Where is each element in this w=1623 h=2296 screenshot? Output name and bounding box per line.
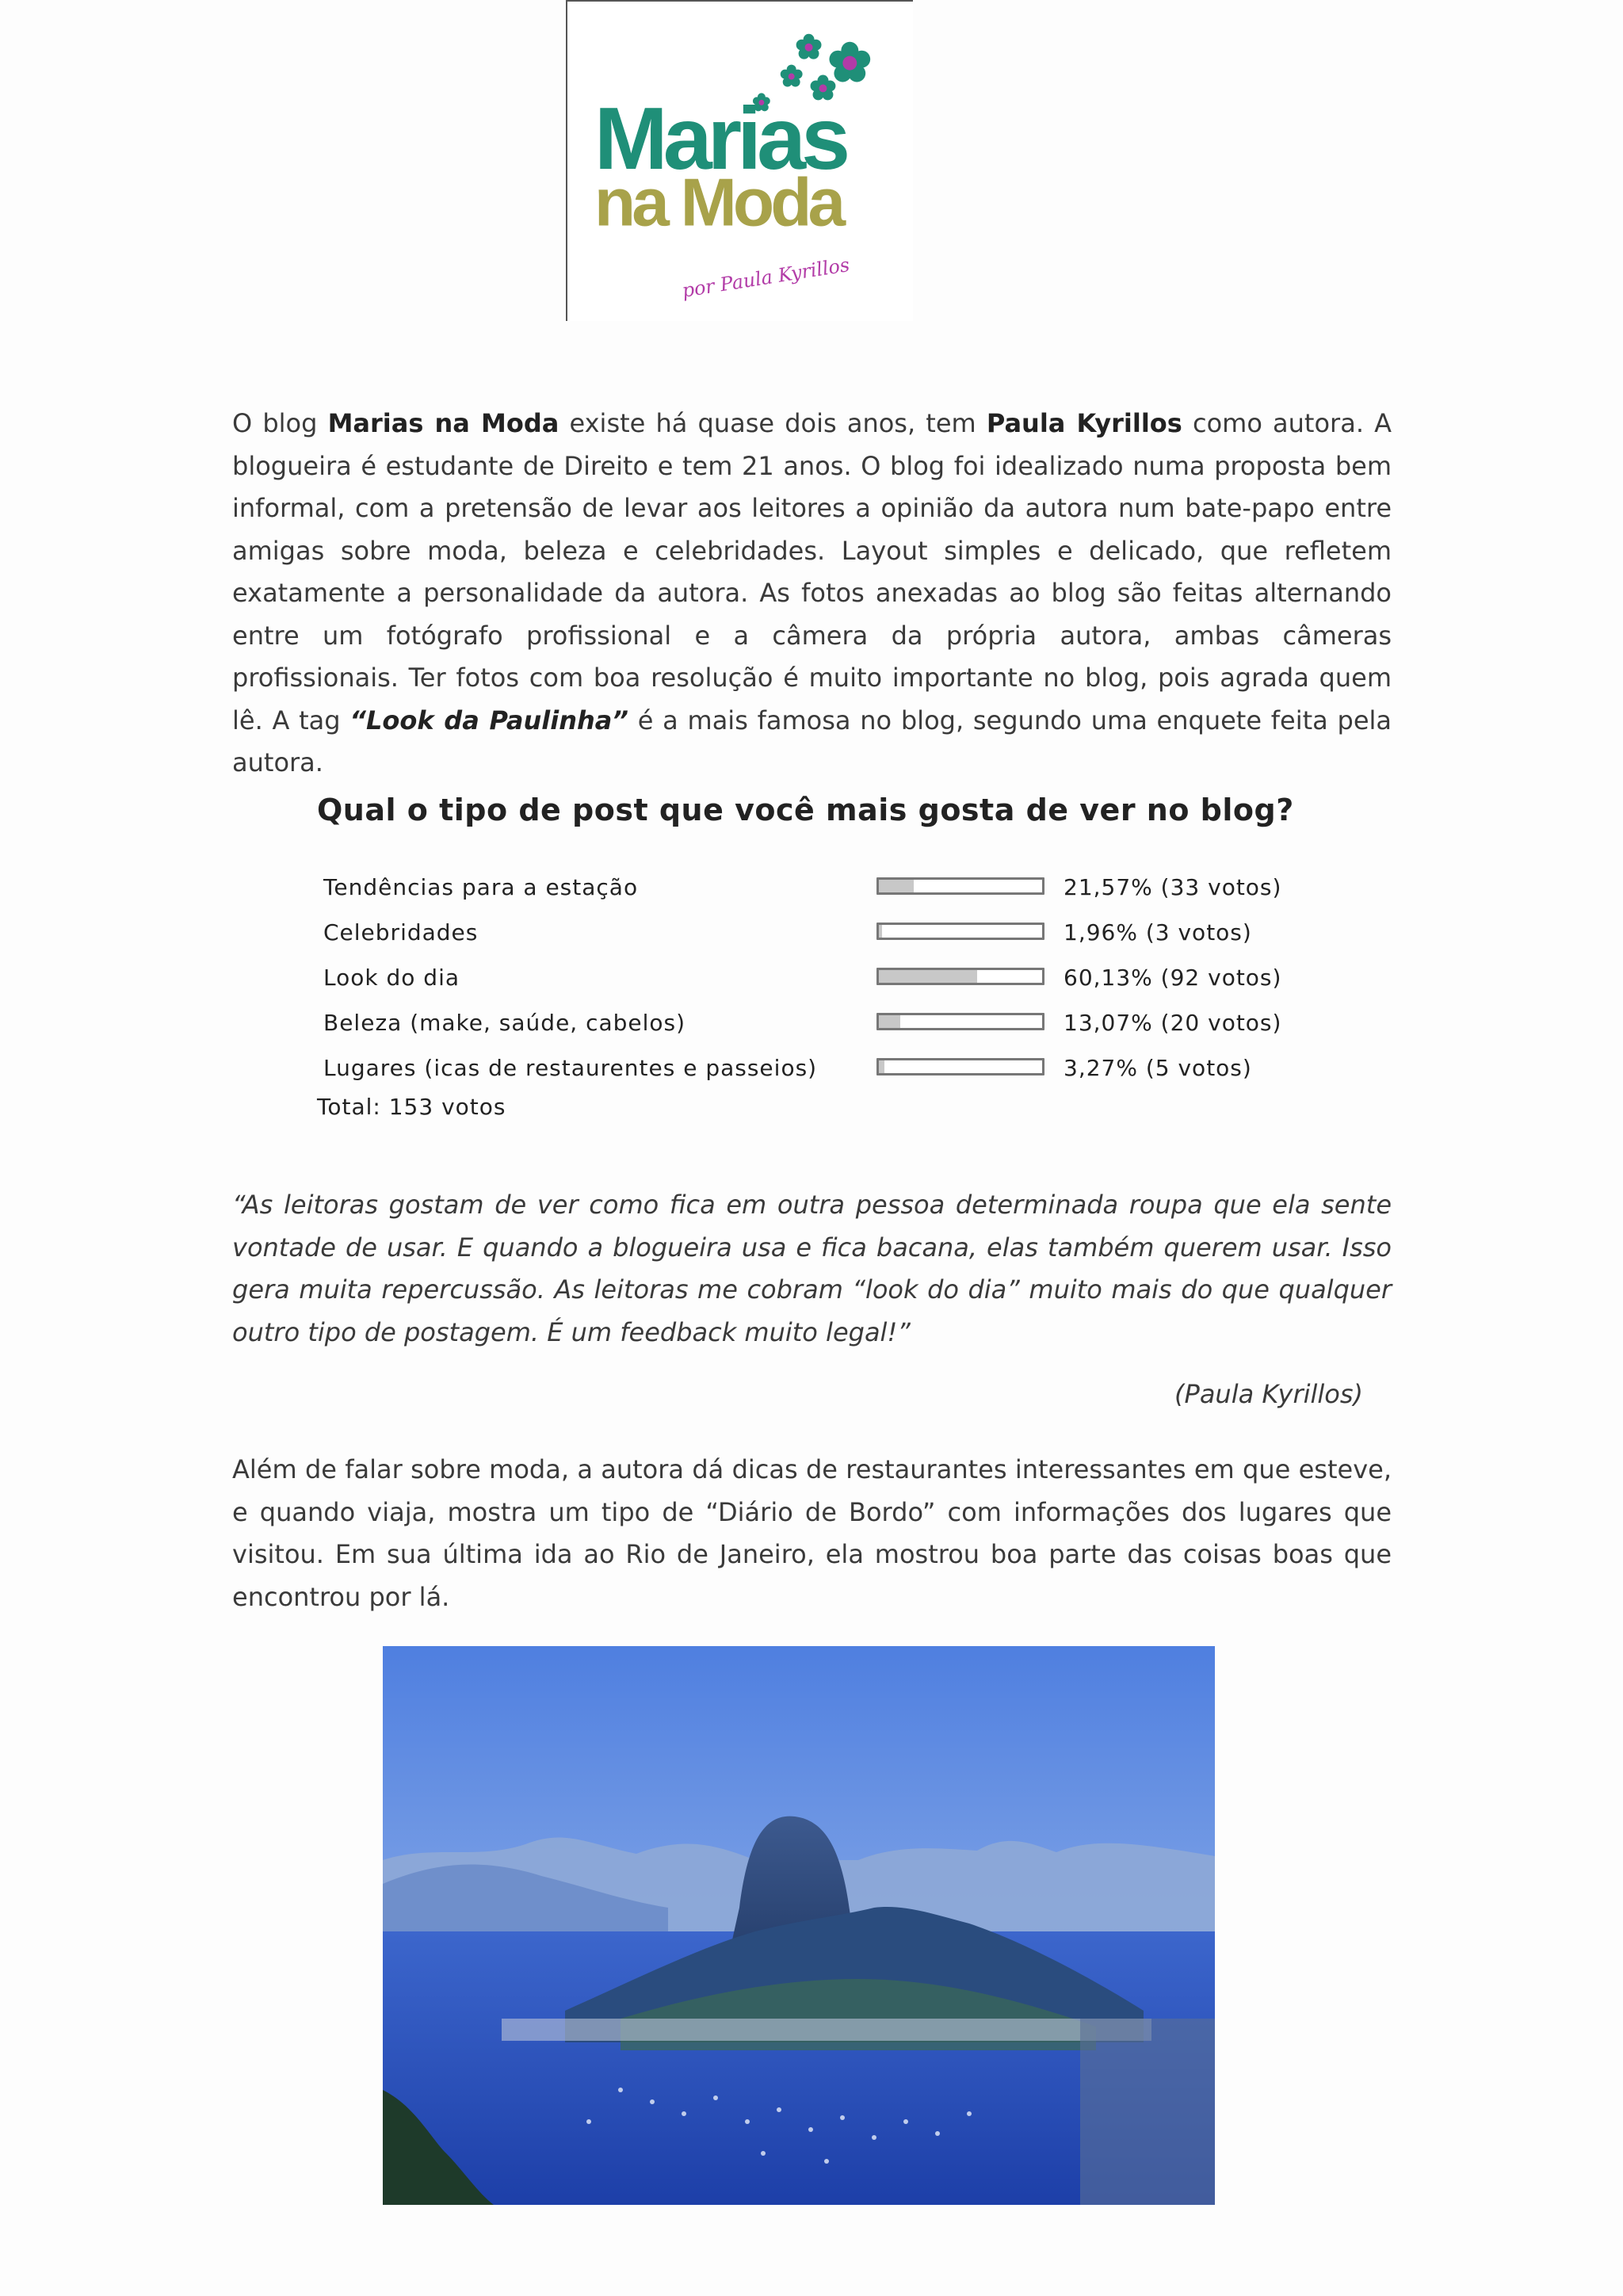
author-quote: “As leitoras gostam de ver como fica em outra pessoa determinada roupa que ela sente vontade de usar. E quando a blogueira usa e fica bacana, elas também querem usar. Isso gera muita repercussão. As leitoras me cobram “look do dia” muito mais do que qualquer outro tipo de postagem. É um feedback muito legal!” [232,1190,1392,1347]
poll-option-result: 60,13% (92 votos) [1064,965,1282,991]
right-buildings [1080,2019,1215,2205]
poll-option-fill [879,880,914,892]
blog-name: Marias na Moda [327,408,559,438]
poll-option-label: Tendências para a estação [323,874,639,900]
poll-option-result: 21,57% (33 votos) [1064,874,1282,900]
poll-option-fill [879,970,977,983]
tag-name: “Look da Paulinha” [349,705,628,735]
poll-option-label: Lugares (icas de restaurentes e passeios) [323,1055,818,1081]
poll-option-bar [876,1058,1044,1075]
poll-option [323,1050,1322,1087]
poll-option-bar [876,968,1044,985]
logo-line2: na Moda [594,165,842,241]
travel-paragraph: Além de falar sobre moda, a autora dá dicas de restaurantes interessantes em que esteve, e quando viaja, mostra um tipo de “Diário de Bordo” com informações dos lugares que visitou. Em sua última ida ao Rio de Janeiro, ela mostrou boa parte das coisas boas que encontrou por lá. [232,1454,1392,1612]
author-name: Paula Kyrillos [986,408,1182,438]
poll-option-label: Beleza (make, saúde, cabelos) [323,1010,686,1036]
shoreline-buildings [502,2019,1151,2041]
poll-total: Total: 153 votos [317,1094,506,1120]
intro-paragraph: O blog Marias na Moda existe há quase dois anos, tem Paula Kyrillos como autora. A blogueira é estudante de Direito e tem 21 anos. O blog foi idealizado numa proposta bem informal, com a pretensão de levar aos leitores a opinião da autora num bate-papo entre amigas sobre moda, beleza e celebridades. Layout simples e delicado, que refletem exatamente a personalidade da autora. As fotos anexadas ao blog são feitas alternando entre um fotógrafo profissional e a câmera da própria autora, ambas câmeras profissionais. Ter fotos com boa resolução é muito importante no blog, pois agrada quem lê. A tag “Look da Paulinha” é a mais famosa no blog, segundo uma enquete feita pela autora. [232,408,1392,777]
poll-results [317,793,1316,1133]
poll-option-result: 13,07% (20 votos) [1064,1010,1282,1036]
sugarloaf-photo [383,1646,1215,2205]
logo-line1: Marias [594,88,846,188]
poll-option-fill [879,1015,900,1028]
poll-option-bar [876,923,1044,940]
poll-option-result: 1,96% (3 votos) [1064,919,1252,946]
poll-option [323,869,1322,906]
poll-option-bar [876,877,1044,895]
logo-byline: por Paula Kyrillos [680,253,851,302]
poll-option-label: Look do dia [323,965,460,991]
poll-title: Qual o tipo de post que você mais gosta de ver no blog? [317,793,1294,827]
poll-option-bar [876,1013,1044,1030]
poll-option [323,915,1322,951]
poll-option-fill [879,925,882,938]
poll-option-label: Celebridades [323,919,479,946]
quote-author: (Paula Kyrillos) [1174,1379,1363,1409]
poll-option [323,960,1322,996]
poll-option [323,1005,1322,1041]
poll-option-result: 3,27% (5 votos) [1064,1055,1252,1081]
blog-logo [566,0,913,321]
poll-option-fill [879,1060,884,1073]
